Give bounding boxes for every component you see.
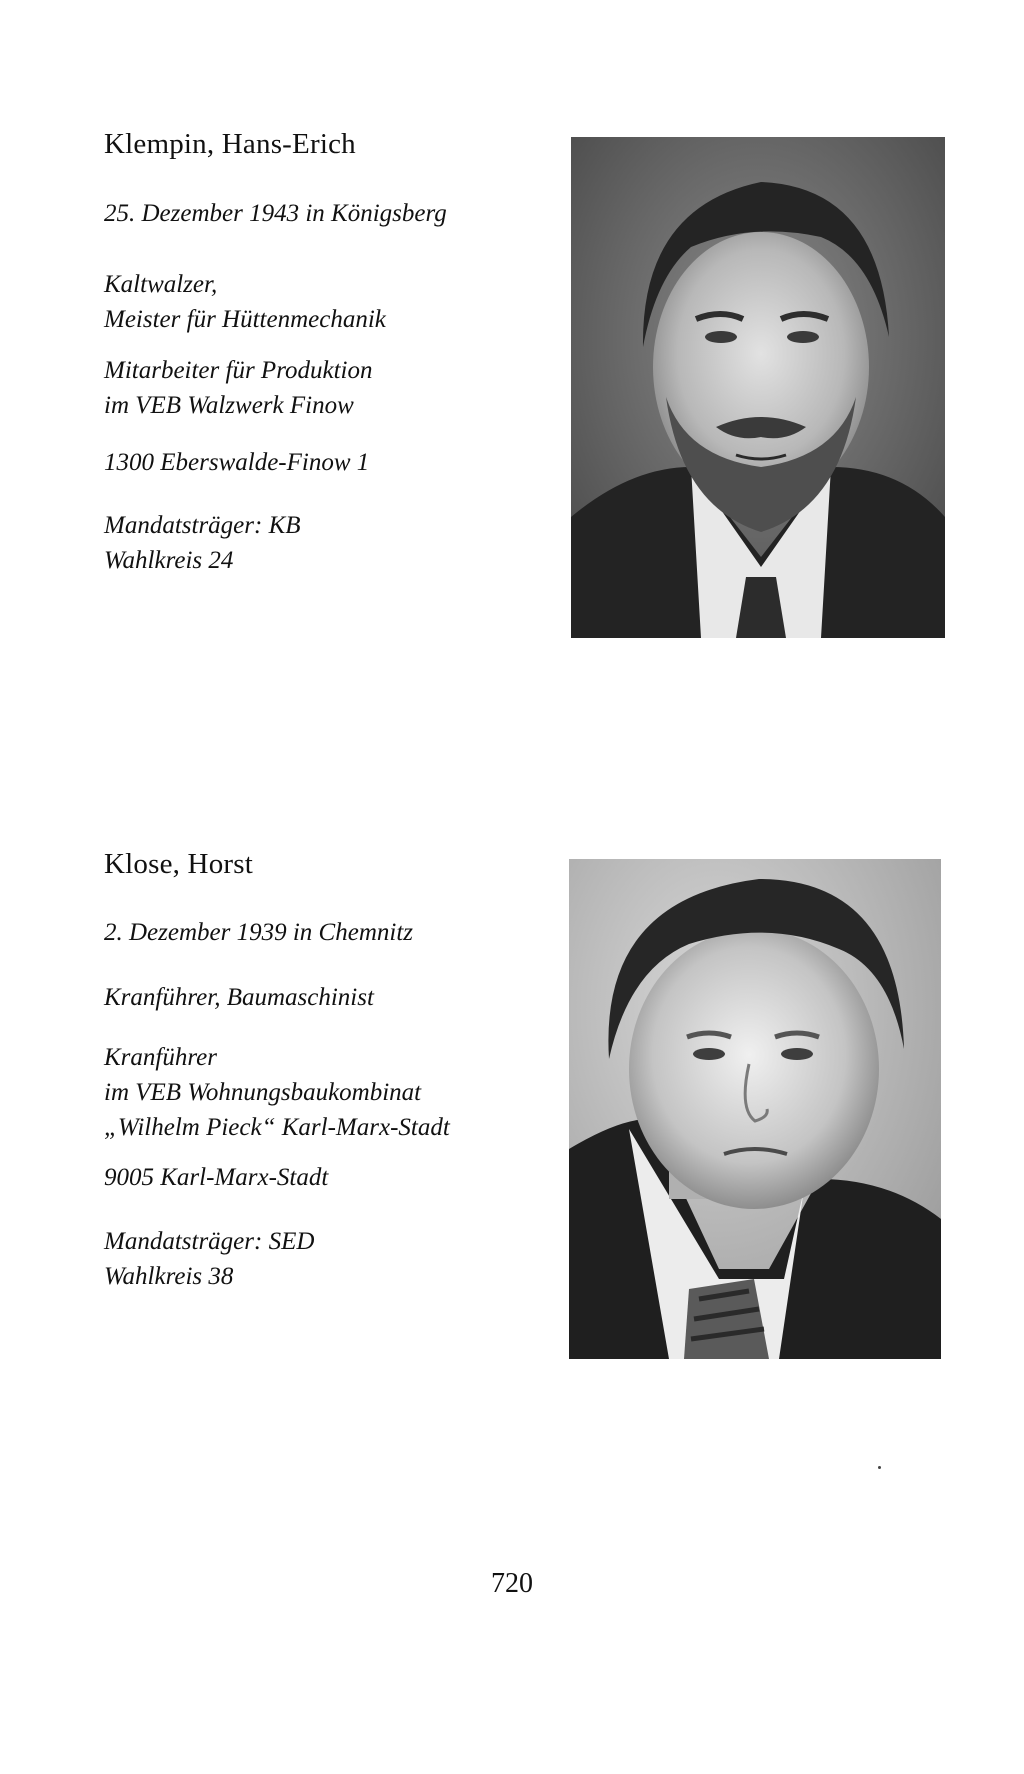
- address: [104, 1160, 328, 1195]
- profession: [104, 267, 386, 337]
- workplace-line: im VEB Walzwerk Finow: [104, 392, 354, 419]
- mandate-line: Wahlkreis 38: [104, 1263, 234, 1290]
- workplace-line: Mitarbeiter für Produktion: [104, 357, 373, 384]
- workplace-line: im VEB Wohnungsbaukombinat: [104, 1079, 422, 1106]
- profession: [104, 980, 374, 1015]
- mandate: [104, 508, 301, 578]
- page-number: 720: [491, 1568, 533, 1599]
- entry-name: Klempin, Hans-Erich: [104, 128, 356, 160]
- birth-info: [104, 196, 447, 231]
- portrait-image-icon: [569, 859, 941, 1359]
- workplace: [104, 1040, 450, 1145]
- mandate-line: Wahlkreis 24: [104, 547, 234, 574]
- mandate-line: Mandatsträger: KB: [104, 512, 301, 539]
- birth-line: 2. Dezember 1939 in Chemnitz: [104, 919, 413, 946]
- entry-name: Klose, Horst: [104, 848, 254, 880]
- profession-line: Meister für Hüttenmechanik: [104, 306, 386, 333]
- workplace-line: „Wilhelm Pieck“ Karl-Marx-Stadt: [104, 1114, 450, 1141]
- workplace-line: Kranführer: [104, 1044, 217, 1071]
- entry-klempin: [0, 0, 1024, 700]
- workplace: [104, 353, 373, 423]
- mandate: [104, 1224, 314, 1294]
- profession-line: Kranführer, Baumaschinist: [104, 984, 374, 1011]
- address: [104, 445, 369, 480]
- address-line: 1300 Eberswalde-Finow 1: [104, 449, 370, 476]
- address-line: 9005 Karl-Marx-Stadt: [104, 1164, 329, 1191]
- birth-line: 25. Dezember 1943 in Königsberg: [104, 200, 447, 227]
- portrait-photo: [569, 859, 941, 1359]
- birth-info: [104, 915, 413, 950]
- mandate-line: Mandatsträger: SED: [104, 1228, 315, 1255]
- portrait-photo: [571, 137, 945, 638]
- portrait-image-icon: [571, 137, 945, 638]
- profession-line: Kaltwalzer,: [104, 271, 218, 298]
- print-speck: [878, 1466, 881, 1469]
